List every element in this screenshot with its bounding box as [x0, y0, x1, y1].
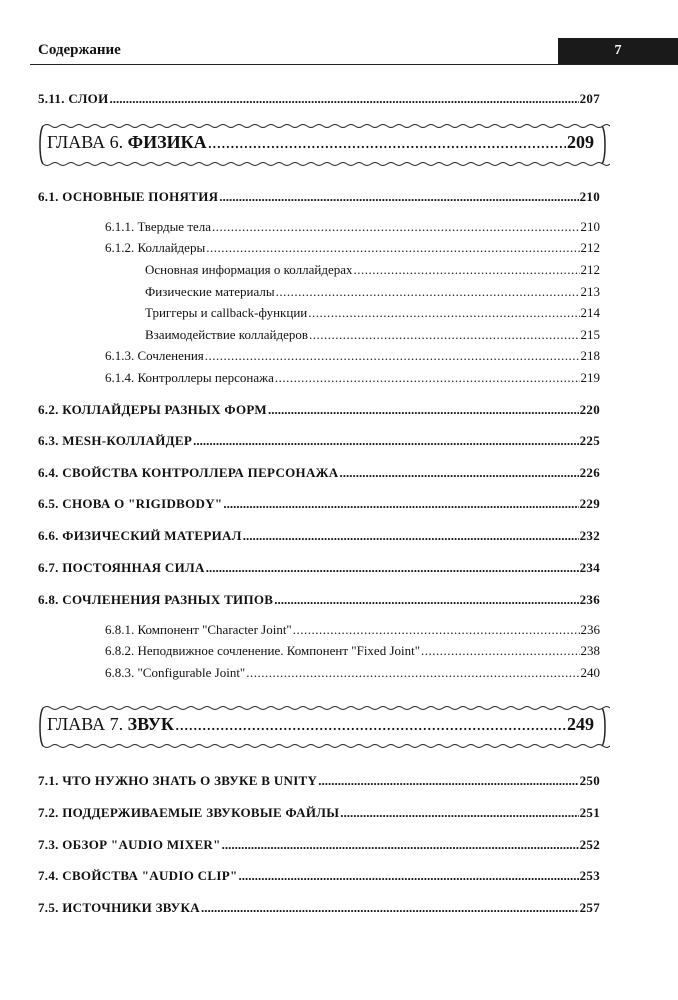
- toc-page: 252: [579, 837, 600, 852]
- toc-label: 5.11. СЛОИ: [38, 91, 109, 106]
- toc-page: 219: [580, 370, 600, 385]
- toc-label: 6.3. MESH-КОЛЛАЙДЕР: [38, 433, 193, 448]
- toc-entry-6-7[interactable]: [38, 560, 600, 576]
- toc-page: 220: [579, 402, 600, 417]
- dot-leader: [293, 622, 580, 638]
- toc-label: 6.6. ФИЗИЧЕСКИЙ МАТЕРИАЛ: [38, 528, 242, 543]
- toc-entry-6-1-3[interactable]: [105, 348, 600, 364]
- dot-leader: [193, 433, 579, 449]
- toc-page: 213: [580, 284, 600, 299]
- toc-page: 210: [580, 219, 600, 234]
- toc-page: 212: [580, 262, 600, 277]
- toc-entry-6-8-3[interactable]: [105, 665, 600, 681]
- running-header: [30, 38, 678, 65]
- toc-label: 6.8.3. "Configurable Joint": [105, 665, 246, 680]
- toc-entry-7-4[interactable]: [38, 868, 600, 884]
- toc-page: 253: [579, 868, 600, 883]
- toc-label: 6.1.3. Сочленения: [105, 348, 204, 363]
- dot-leader: [318, 773, 578, 789]
- toc-label: 6.1.1. Твердые тела: [105, 219, 212, 234]
- toc-entry-6-2[interactable]: [38, 402, 600, 418]
- toc-label: Взаимодействие коллайдеров: [145, 327, 309, 342]
- toc-entry-6-1-2-b[interactable]: [145, 284, 600, 300]
- toc-page: 210: [579, 189, 600, 204]
- dot-leader: [309, 327, 579, 343]
- toc-label: 6.2. КОЛЛАЙДЕРЫ РАЗНЫХ ФОРМ: [38, 402, 267, 417]
- dot-leader: [340, 465, 579, 481]
- toc-entry-6-5[interactable]: [38, 496, 600, 512]
- dot-leader: [340, 805, 578, 821]
- chapter-6-entry: [47, 132, 594, 153]
- toc-page: 238: [580, 643, 600, 658]
- dot-leader: [208, 132, 566, 153]
- dot-leader: [223, 496, 578, 512]
- dot-leader: [354, 262, 580, 278]
- toc-entry-6-8-1[interactable]: [105, 622, 600, 638]
- toc-label: 6.8.2. Неподвижное сочленение. Компонент "Fixed Joint": [105, 643, 421, 658]
- toc-page: 251: [579, 805, 600, 820]
- chapter-page: 209: [567, 132, 594, 152]
- toc-label: 6.7. ПОСТОЯННАЯ СИЛА: [38, 560, 205, 575]
- toc-entry-6-1-2[interactable]: [105, 240, 600, 256]
- toc-page: 234: [579, 560, 600, 575]
- chapter-7-entry: [47, 714, 594, 735]
- chapter-7-box[interactable]: [35, 704, 610, 750]
- toc-page: 226: [579, 465, 600, 480]
- toc-page: 207: [579, 91, 600, 106]
- dot-leader: [222, 837, 579, 853]
- toc-entry-7-3[interactable]: [38, 837, 600, 853]
- toc-entry-6-3[interactable]: [38, 433, 600, 449]
- toc-page: 212: [580, 240, 600, 255]
- dot-leader: [175, 714, 566, 735]
- toc-label: 7.2. ПОДДЕРЖИВАЕМЫЕ ЗВУКОВЫЕ ФАЙЛЫ: [38, 805, 340, 820]
- toc-entry-6-6[interactable]: [38, 528, 600, 544]
- chapter-title: ЗВУК: [127, 714, 174, 734]
- toc-label: 7.3. ОБЗОР "AUDIO MIXER": [38, 837, 221, 852]
- dot-leader: [212, 219, 579, 235]
- toc-label: 7.4. СВОЙСТВА "AUDIO CLIP": [38, 868, 238, 883]
- toc-page: 218: [580, 348, 600, 363]
- toc-label: Основная информация о коллайдерах: [145, 262, 353, 277]
- toc-page: 215: [580, 327, 600, 342]
- header-title: Содержание: [38, 42, 121, 58]
- toc-page: 214: [580, 305, 600, 320]
- dot-leader: [219, 189, 578, 205]
- toc-page: 236: [579, 592, 600, 607]
- chapter-prefix: ГЛАВА 6.: [47, 132, 124, 152]
- toc-entry-6-1-2-d[interactable]: [145, 327, 600, 343]
- chapter-6-box[interactable]: [35, 122, 610, 168]
- dot-leader: [205, 348, 580, 364]
- toc-label: 7.1. ЧТО НУЖНО ЗНАТЬ О ЗВУКЕ В UNITY: [38, 773, 318, 788]
- toc-page: 236: [580, 622, 600, 637]
- toc-entry-6-1-2-a[interactable]: [145, 262, 600, 278]
- toc-entry-6-8[interactable]: [38, 592, 600, 608]
- toc-entry-6-8-2[interactable]: [105, 643, 600, 659]
- dot-leader: [201, 900, 579, 916]
- toc-label: 6.8.1. Компонент "Character Joint": [105, 622, 292, 637]
- dot-leader: [110, 91, 579, 107]
- toc-label: 6.1. ОСНОВНЫЕ ПОНЯТИЯ: [38, 189, 219, 204]
- toc-entry-7-2[interactable]: [38, 805, 600, 821]
- toc-page: 225: [579, 433, 600, 448]
- chapter-title: ФИЗИКА: [127, 132, 207, 152]
- toc-entry-6-1-2-c[interactable]: [145, 305, 600, 321]
- toc-page: 257: [579, 900, 600, 915]
- dot-leader: [275, 370, 580, 386]
- chapter-prefix: ГЛАВА 7.: [47, 714, 124, 734]
- toc-entry-6-1[interactable]: [38, 189, 600, 205]
- dot-leader: [246, 665, 579, 681]
- dot-leader: [206, 560, 579, 576]
- toc-label: 6.8. СОЧЛЕНЕНИЯ РАЗНЫХ ТИПОВ: [38, 592, 274, 607]
- toc-page: 232: [579, 528, 600, 543]
- dot-leader: [268, 402, 579, 418]
- toc-label: 6.5. СНОВА О "RIGIDBODY": [38, 496, 223, 511]
- dot-leader: [308, 305, 579, 321]
- toc-entry-6-4[interactable]: [38, 465, 600, 481]
- toc-label: 6.4. СВОЙСТВА КОНТРОЛЛЕРА ПЕРСОНАЖА: [38, 465, 339, 480]
- dot-leader: [238, 868, 578, 884]
- toc-page: 240: [580, 665, 600, 680]
- toc-entry-7-5[interactable]: [38, 900, 600, 916]
- toc-entry-7-1[interactable]: [38, 773, 600, 789]
- dot-leader: [276, 284, 580, 300]
- dot-leader: [421, 643, 579, 659]
- toc-page: 229: [579, 496, 600, 511]
- toc-page: 250: [579, 773, 600, 788]
- header-page-number: 7: [558, 38, 678, 64]
- toc-entry-5-11[interactable]: [38, 91, 600, 107]
- toc-label: 6.1.2. Коллайдеры: [105, 240, 206, 255]
- dot-leader: [274, 592, 578, 608]
- dot-leader: [243, 528, 579, 544]
- toc-label: 7.5. ИСТОЧНИКИ ЗВУКА: [38, 900, 200, 915]
- dot-leader: [206, 240, 579, 256]
- toc-label: Физические материалы: [145, 284, 275, 299]
- toc-label: 6.1.4. Контроллеры персонажа: [105, 370, 274, 385]
- toc-entry-6-1-4[interactable]: [105, 370, 600, 386]
- toc-label: Триггеры и callback-функции: [145, 305, 308, 320]
- chapter-page: 249: [567, 714, 594, 734]
- toc-entry-6-1-1[interactable]: [105, 219, 600, 235]
